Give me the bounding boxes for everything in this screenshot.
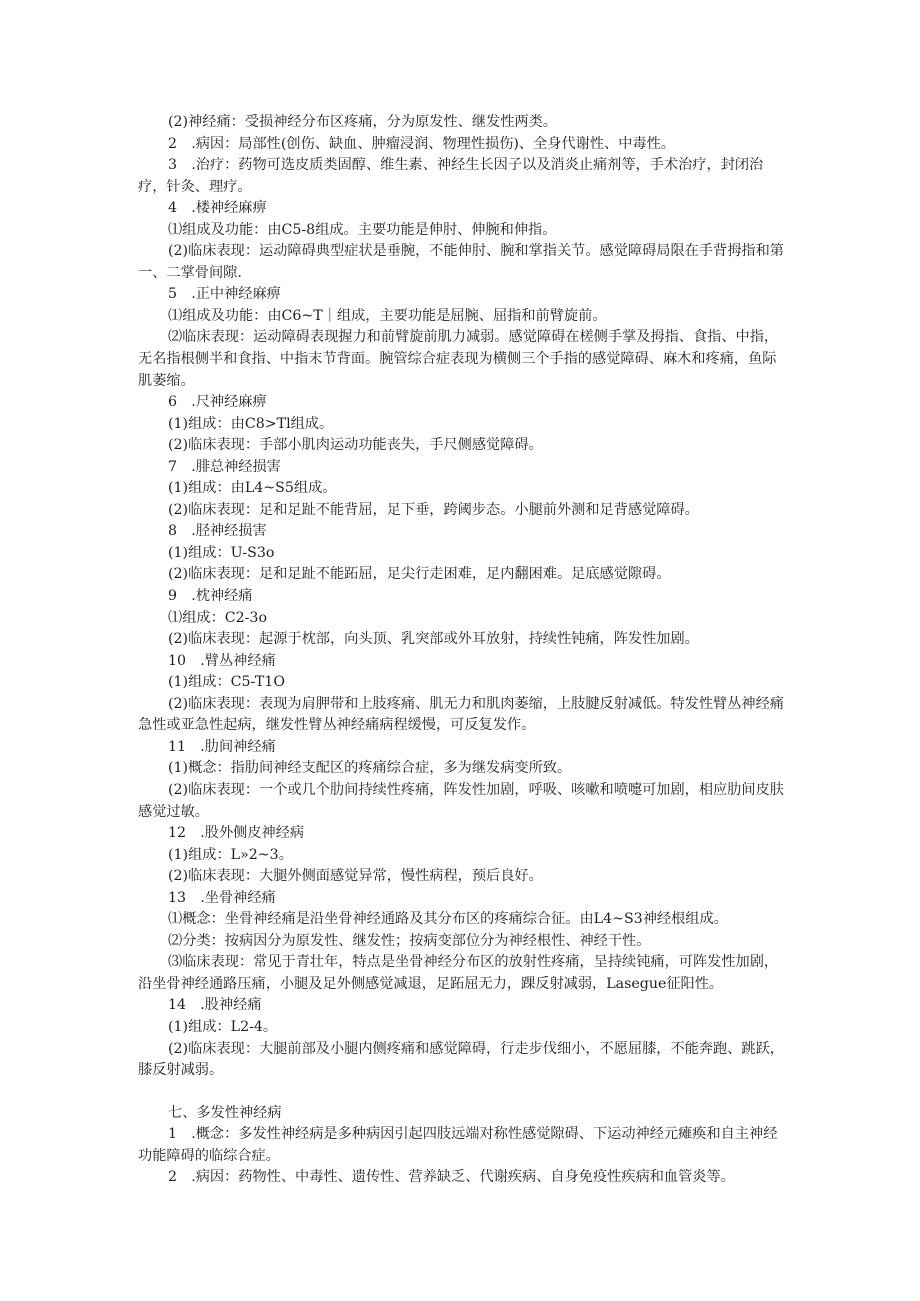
paragraph-femoral-clinical: (2)临床表现：大腿前部及小腿内侧疼痛和感觉障碍，行走步伐细小，不愿屈膝，不能奔跑、跳跃，膝反射减弱。 <box>138 1040 784 1079</box>
heading-femoral-neuralgia: 14 .股神经痛 <box>168 997 262 1014</box>
heading-sciatica: 13 .坐骨神经痛 <box>168 889 276 906</box>
paragraph-ulnar-clinical: (2)临床表现：手部小肌肉运动功能丧失，手尺侧感觉障碍。 <box>168 437 543 454</box>
paragraph-femoral-composition: (1)组成：L2-4。 <box>168 1018 278 1035</box>
heading-occipital-neuralgia: 9 .枕神经痛 <box>168 588 253 605</box>
paragraph-peroneal-clinical: (2)临床表现：足和足趾不能背屈，足下垂，跨阈步态。小腿前外测和足背感觉障碍。 <box>168 501 699 518</box>
paragraph-median-clinical: ⑵临床表现：运动障碍表现握力和前臂旋前肌力减弱。感觉障碍在槎侧手掌及拇指、食指、中指，无名指根侧半和食指、中指末节背面。腕管综合症表现为横侧三个手指的感觉障碍、麻木和疼痛，鱼际肌萎缩。 <box>138 329 779 389</box>
document-body <box>138 112 790 1189</box>
paragraph-lateral-femoral-composition: (1)组成：L»2~3。 <box>168 846 293 863</box>
paragraph-tibial-composition: (1)组成：U-S3o <box>168 544 275 561</box>
paragraph-occipital-clinical: (2)临床表现：起源于枕部，向头顶、乳突部或外耳放射，持续性钝痛，阵发性加剧。 <box>168 631 699 648</box>
paragraph-ulnar-composition: (1)组成：由C8>Tl组成。 <box>168 415 334 432</box>
paragraph-etiology: 2 .病因：局部性(创伤、缺血、肿瘤浸润、物理性损伤)、全身代谢性、中毒性。 <box>168 135 675 152</box>
heading-tibial-nerve-lesion: 8 .胫神经损害 <box>168 523 267 540</box>
paragraph-peroneal-composition: (1)组成：由L4~S5组成。 <box>168 480 337 497</box>
paragraph-lateral-femoral-clinical: (2)临床表现：大腿外侧面感觉异常，慢性病程，预后良好。 <box>168 868 543 885</box>
paragraph-occipital-composition: ⑴组成：C2-3o <box>168 609 267 626</box>
paragraph-intercostal-concept: (1)概念：指肋间神经支配区的疼痛综合症，多为继发病变所致。 <box>168 760 572 777</box>
heading-lateral-femoral-cutaneous: 12 .股外侧皮神经病 <box>168 825 305 842</box>
heading-radial-nerve-palsy: 4 .楼神经麻痹 <box>168 200 267 217</box>
paragraph-brachial-clinical: (2)临床表现：表现为肩胛带和上肢疼痛、肌无力和肌肉萎缩，上肢腱反射减低。特发性臂丛神经痛急性或亚急性起病，继发性臂丛神经痛病程缓慢，可反复发作。 <box>138 695 784 734</box>
heading-brachial-plexus-neuralgia: 10 .臂丛神经痛 <box>168 652 276 669</box>
paragraph-sciatica-concept: ⑴概念：坐骨神经痛是沿坐骨神经通路及其分布区的疼痛综合征。由L4~S3神经根组成。 <box>168 911 728 928</box>
paragraph-radial-composition: ⑴组成及功能：由C5-8组成。主要功能是伸肘、伸腕和伸指。 <box>168 221 557 238</box>
heading-common-peroneal-lesion: 7 .腓总神经损害 <box>168 458 281 475</box>
paragraph-brachial-composition: (1)组成：C5-T1O <box>168 674 285 691</box>
paragraph-median-composition: ⑴组成及功能：由C6~T｜组成，主要功能是屈腕、屈指和前臂旋前。 <box>168 307 607 324</box>
paragraph-treatment: 3 .治疗：药物可选皮质类固醇、维生素、神经生长因子以及消炎止痛剂等，手术治疗，封闭治疗，针灸、理疗。 <box>138 157 764 195</box>
paragraph-sciatica-classification: ⑵分类：按病因分为原发性、继发性；按病变部位分为神经根性、神经干性。 <box>168 932 651 949</box>
paragraph-neuralgia-definition: (2)神经痛：受损神经分布区疼痛，分为原发性、继发性两类。 <box>168 114 557 130</box>
paragraph-intercostal-clinical: (2)临床表现：一个或几个肋间持续性疼痛，阵发性加剧，呼吸、咳嗽和喷嚏可加剧，相应肋间皮肤感觉过敏。 <box>138 781 784 820</box>
section-heading-polyneuropathy: 七、多发性神经病 <box>168 1104 282 1121</box>
heading-median-nerve-palsy: 5 .正中神经麻痹 <box>168 286 281 303</box>
paragraph-polyneuropathy-etiology: 2 .病因：药物性、中毒性、遗传性、营养缺乏、代谢疾病、自身免疫性疾病和血管炎等。 <box>168 1169 735 1186</box>
paragraph-radial-clinical: (2)临床表现：运动障碍典型症状是垂腕，不能伸肘、腕和掌指关节。感觉障碍局限在手背拇指和第一、二掌骨间隙. <box>138 243 784 281</box>
paragraph-polyneuropathy-concept: 1 .概念：多发性神经病是多种病因引起四肢远端对称性感觉隙碍、下运动神经元瘫痪和自主神经功能障碍的临综合症。 <box>138 1126 778 1164</box>
paragraph-tibial-clinical: (2)临床表现：足和足趾不能跖屈，足尖行走困难，足内翻困难。足底感觉隙碍。 <box>168 566 671 583</box>
paragraph-sciatica-clinical: ⑶临床表现：常见于青壮年，特点是坐骨神经分布区的放射性疼痛，呈持续钝痛，可阵发性加剧，沿坐骨神经通路压痛，小腿及足外侧感觉减退，足跖屈无力，踝反射减弱，Lasegue征阳性。 <box>138 954 779 992</box>
heading-ulnar-nerve-palsy: 6 .尺神经麻痹 <box>168 394 267 411</box>
heading-intercostal-neuralgia: 11 .肋间神经痛 <box>168 738 276 755</box>
